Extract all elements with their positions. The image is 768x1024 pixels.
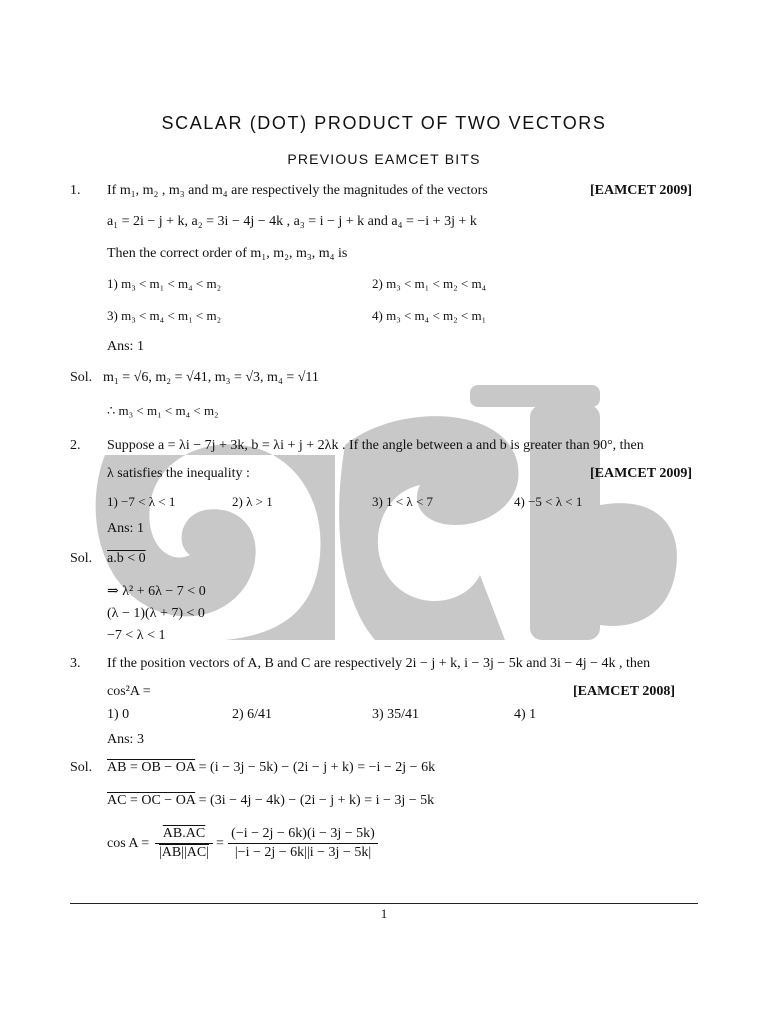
- q3-fraction-2-denominator: |−i − 2j − 6k||i − 3j − 5k|: [228, 843, 378, 862]
- q3-equals: =: [216, 836, 224, 851]
- q3-sol-line-1: [107, 759, 435, 777]
- page-title: SCALAR (DOT) PRODUCT OF TWO VECTORS: [161, 113, 607, 133]
- q3-sol-line-1-rest: = (i − 3j − 5k) − (2i − j + k) = −i − 2j − 6k: [195, 760, 436, 775]
- q3-text: If the position vectors of A, B and C are respectively 2i − j + k, i − 3j − 5k and 3i − 4j − 4k , then: [107, 656, 651, 671]
- page-number: 1: [380, 906, 388, 921]
- q3-sol-line-1-vectors: AB = OB − OA: [107, 760, 196, 775]
- q1-vectors: a₁ = 2i − j + k, a₂ = 3i − 4j − 4k , a₃ = i − j + k and a₄ = −i + 3j + k: [107, 214, 477, 229]
- q3-option-3: 3) 35/41: [372, 707, 420, 722]
- q1-number: 1.: [70, 183, 81, 198]
- q2-sol-line-2: ⇒ λ² + 6λ − 7 < 0: [107, 584, 206, 599]
- q3-fraction-2: [228, 825, 378, 862]
- q1-sol-line-1: m₁ = √6, m₂ = √41, m₃ = √3, m₄ = √11: [103, 370, 319, 385]
- q3-fraction-1: [155, 825, 213, 862]
- q1-option-1: 1) m₃ < m₁ < m₄ < m₂: [107, 276, 222, 291]
- q2-exam-tag: [EAMCET 2009]: [589, 466, 692, 481]
- q3-option-4: 4) 1: [514, 707, 537, 722]
- q1-answer: Ans: 1: [107, 339, 144, 354]
- q3-sol-line-2-vectors: AC = OC − OA: [107, 793, 196, 808]
- q2-sol-line-4: −7 < λ < 1: [107, 628, 166, 643]
- q2-sol-line-1: a.b < 0: [107, 551, 146, 566]
- q2-number: 2.: [70, 438, 81, 453]
- q3-sol-label: Sol.: [70, 760, 93, 775]
- q3-sol-line-2-rest: = (3i − 4j − 4k) − (2i − j + k) = i − 3j − 5k: [195, 793, 435, 808]
- q2-sol-line-3: (λ − 1)(λ + 7) < 0: [107, 606, 205, 621]
- footer-divider: [70, 903, 698, 904]
- q2-option-3: 3) 1 < λ < 7: [372, 494, 434, 509]
- q3-sol-line-2: [107, 792, 434, 810]
- q1-exam-tag: [EAMCET 2009]: [589, 183, 692, 198]
- q1-option-2: 2) m₃ < m₁ < m₂ < m₄: [372, 276, 487, 291]
- q1-text: If m₁, m₂ , m₃ and m₄ are respectively the magnitudes of the vectors: [107, 183, 488, 198]
- q1-sol-label: Sol.: [70, 370, 93, 385]
- q3-number: 3.: [70, 656, 81, 671]
- q2-answer: Ans: 1: [107, 521, 144, 536]
- q2-option-2: 2) λ > 1: [232, 494, 273, 509]
- q2-option-1: 1) −7 < λ < 1: [107, 494, 176, 509]
- q1-sol-line-2: ∴ m₃ < m₁ < m₄ < m₂: [107, 403, 219, 418]
- q3-option-1: 1) 0: [107, 707, 130, 722]
- q3-exam-tag: [EAMCET 2008]: [572, 684, 675, 699]
- q1-option-4: 4) m₃ < m₄ < m₂ < m₁: [372, 308, 487, 323]
- q3-cos-label: cos A =: [107, 836, 150, 851]
- q3-fraction-2-numerator: (−i − 2j − 6k)(i − 3j − 5k): [231, 826, 375, 841]
- q3-fraction-1-numerator: AB.AC: [162, 826, 206, 841]
- q2-option-4: 4) −5 < λ < 1: [514, 494, 583, 509]
- q2-text-2: λ satisfies the inequality :: [107, 466, 250, 481]
- q1-option-3: 3) m₃ < m₄ < m₁ < m₂: [107, 308, 222, 323]
- q2-text: Suppose a = λi − 7j + 3k, b = λi + j + 2λk . If the angle between a and b is greater than 90°, then: [107, 438, 644, 453]
- page-subtitle: PREVIOUS EAMCET BITS: [287, 151, 481, 167]
- q2-sol-label: Sol.: [70, 551, 93, 566]
- q3-option-2: 2) 6/41: [232, 707, 273, 722]
- q3-text-2: cos²A =: [107, 684, 151, 699]
- q3-answer: Ans: 3: [107, 732, 144, 747]
- q1-prompt: Then the correct order of m₁, m₂, m₃, m₄ is: [107, 246, 348, 261]
- q3-fraction-1-denominator: |AB||AC|: [155, 843, 213, 862]
